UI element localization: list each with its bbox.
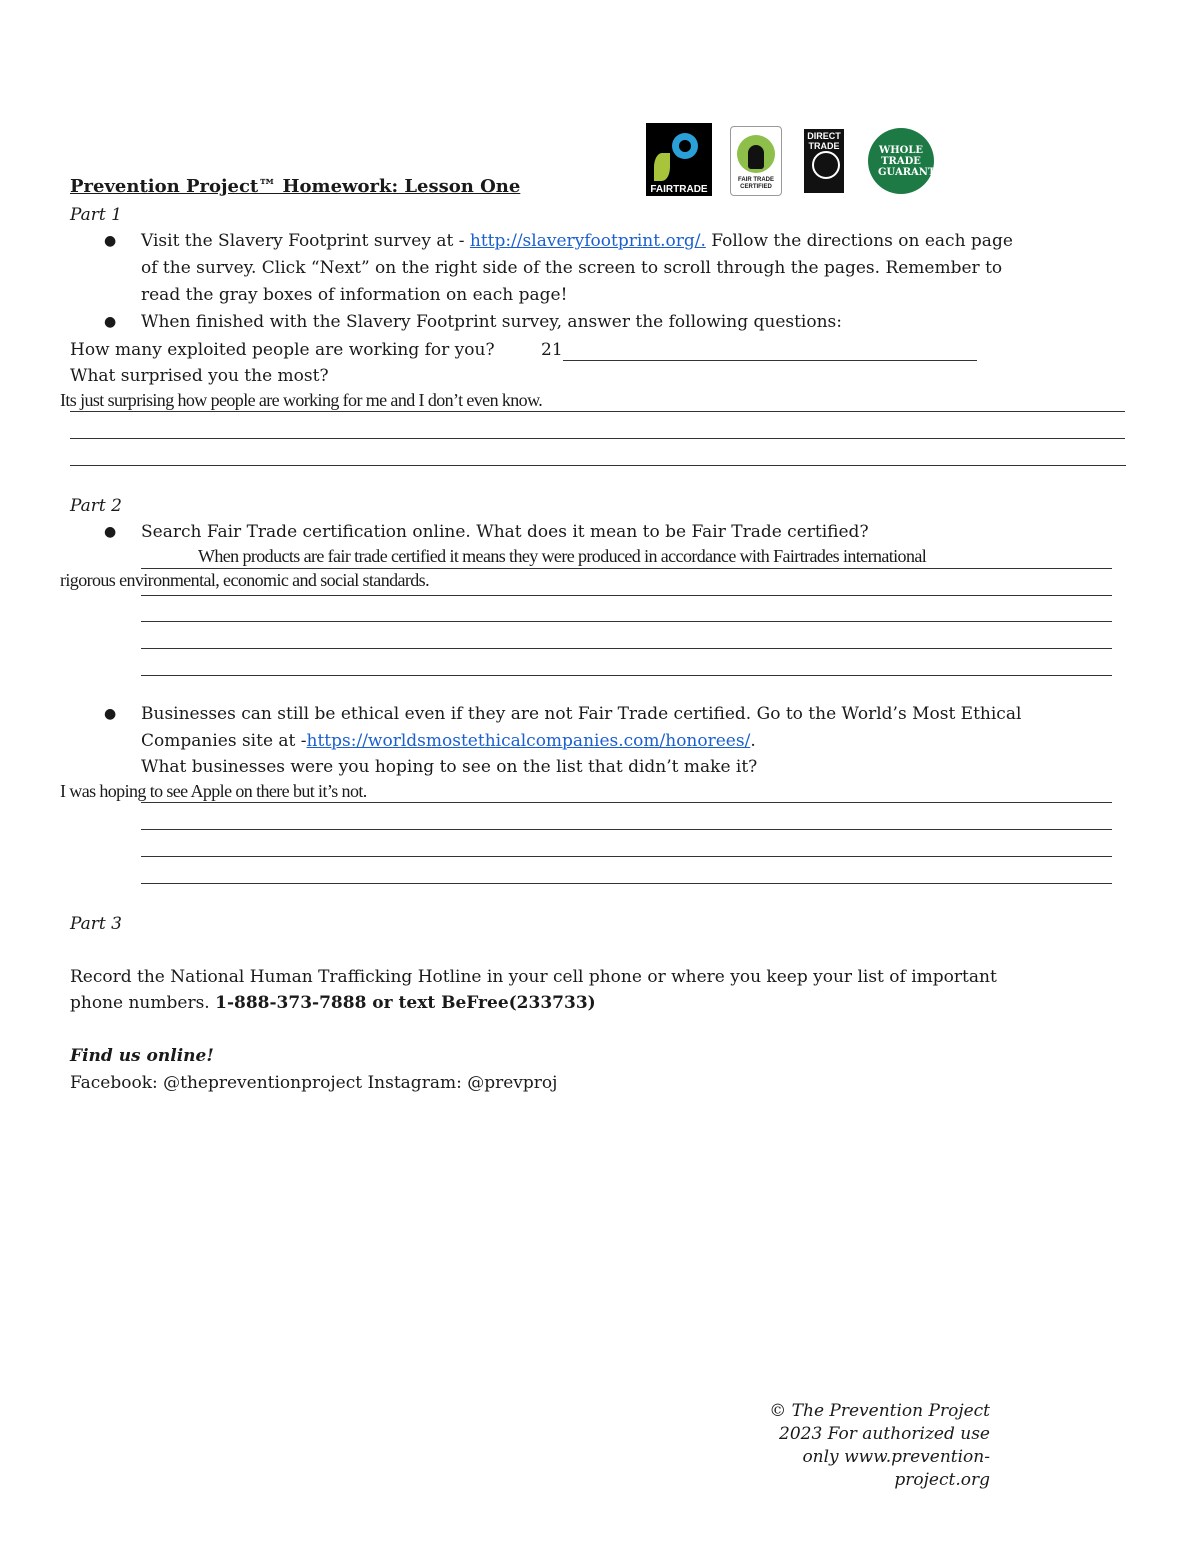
bullet: ● — [104, 233, 117, 249]
answer-line — [141, 675, 1112, 676]
answer-line — [141, 595, 1112, 596]
part1-bullet1-line3: read the gray boxes of information on each page! — [141, 285, 568, 305]
part2-heading: Part 2 — [70, 496, 122, 516]
copyright-footer: © The Prevention Project 2023 For authorized use only www.prevention- project.org — [769, 1401, 990, 1490]
answer-fair-trade-line1[interactable]: When products are fair trade certified it means they were produced in accordance with Fairtrades international — [198, 546, 927, 566]
answer-line — [141, 829, 1112, 830]
bullet: ● — [104, 706, 117, 722]
answer-line — [70, 438, 1125, 439]
part1-bullet1-line1: Visit the Slavery Footprint survey at - http://slaveryfootprint.org/. Follow the directions on each page — [141, 231, 1013, 251]
part3-line2: phone numbers. 1-888-373-7888 or text BeFree(233733) — [70, 993, 596, 1013]
part3-line1: Record the National Human Trafficking Hotline in your cell phone or where you keep your list of important — [70, 967, 997, 987]
part2-bullet2-line2: Companies site at -https://worldsmostethicalcompanies.com/honorees/. — [141, 731, 756, 751]
answer-fair-trade-line2[interactable]: rigorous environmental, economic and social standards. — [60, 570, 429, 590]
part1-bullet2: When finished with the Slavery Footprint survey, answer the following questions: — [141, 312, 843, 332]
social-handles: Facebook: @thepreventionproject Instagram: @prevproj — [70, 1073, 558, 1093]
part1-bullet1-line2: of the survey. Click “Next” on the right side of the screen to scroll through the pages. Remember to — [141, 258, 1003, 278]
answer-businesses[interactable]: I was hoping to see Apple on there but it’s not. — [60, 781, 367, 801]
answer-line — [141, 621, 1112, 622]
answer-line — [141, 648, 1112, 649]
answer-surprised[interactable]: Its just surprising how people are working for me and I don’t even know. — [60, 390, 543, 410]
fair-trade-certified-logo: FAIR TRADE CERTIFIED — [730, 126, 782, 196]
question-exploited-people: How many exploited people are working for you? — [70, 340, 495, 360]
answer-line — [141, 856, 1112, 857]
answer-line — [141, 883, 1112, 884]
part2-bullet2-line1: Businesses can still be ethical even if they are not Fair Trade certified. Go to the World’s Most Ethical — [141, 704, 1022, 724]
question-surprised: What surprised you the most? — [70, 366, 329, 386]
bullet: ● — [104, 314, 117, 330]
hotline-number: 1-888-373-7888 or text BeFree(233733) — [215, 993, 596, 1013]
slavery-footprint-link[interactable]: http://slaveryfootprint.org/. — [469, 231, 706, 251]
whole-trade-logo: WHOLE TRADE GUARANTEE — [868, 128, 934, 194]
page-title: Prevention Project™ Homework: Lesson One — [70, 176, 521, 197]
part3-heading: Part 3 — [70, 914, 122, 934]
answer-line — [141, 568, 1112, 569]
find-us-heading: Find us online! — [70, 1046, 214, 1066]
answer-line — [563, 360, 977, 361]
answer-exploited-people[interactable]: 21 — [541, 340, 563, 360]
direct-trade-logo: DIRECT TRADE — [804, 129, 844, 193]
bullet: ● — [104, 524, 117, 540]
answer-line — [141, 802, 1112, 803]
answer-line — [70, 465, 1126, 466]
answer-line — [70, 411, 1125, 412]
part1-heading: Part 1 — [70, 205, 122, 225]
question-businesses: What businesses were you hoping to see on the list that didn’t make it? — [141, 757, 758, 777]
fairtrade-logo: FAIRTRADE — [646, 123, 712, 196]
ethical-companies-link[interactable]: https://worldsmostethicalcompanies.com/honorees/ — [306, 731, 751, 751]
part2-bullet1: Search Fair Trade certification online. What does it mean to be Fair Trade certified? — [141, 522, 869, 542]
